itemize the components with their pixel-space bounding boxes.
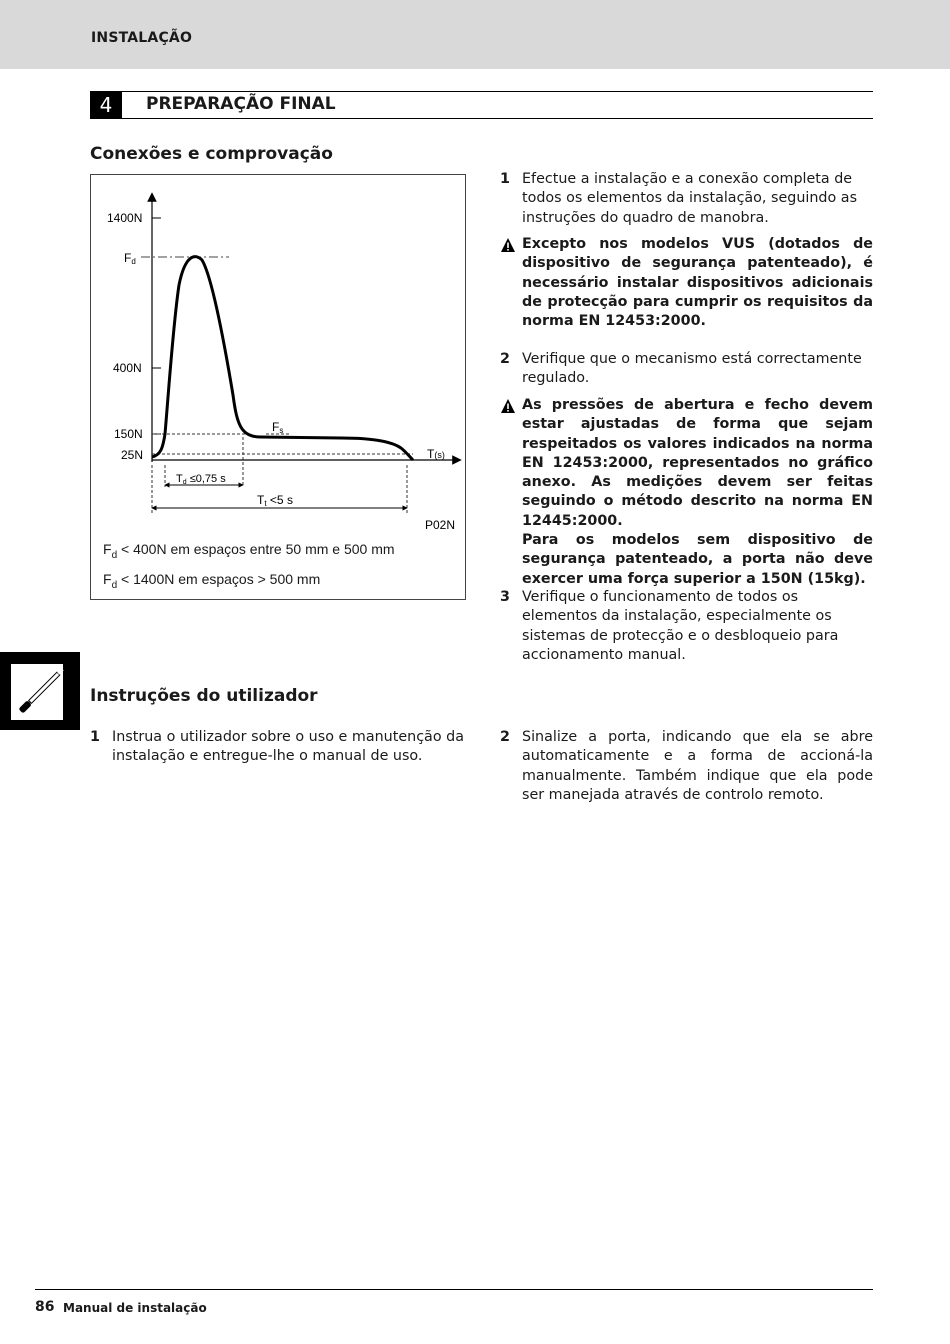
section-heading xyxy=(90,91,873,119)
y-label-400: 400N xyxy=(113,361,142,375)
footer-divider xyxy=(35,1289,873,1290)
y-label-1400: 1400N xyxy=(107,211,143,225)
tt-label: Tt <5 s xyxy=(257,493,293,508)
figure-note-1: $F_d < 400N$ em espaços entre 50 mm e 500 mm xyxy=(103,541,395,561)
warning-icon xyxy=(500,237,516,253)
y-label-25: 25N xyxy=(121,448,144,462)
time-axis-label: T(s) xyxy=(427,447,445,461)
footer-title: Manual de instalação xyxy=(63,1301,207,1315)
figure-code: P02N xyxy=(425,518,456,532)
fs-label: Fs xyxy=(272,420,284,435)
section-title: PREPARAÇÃO FINAL xyxy=(146,94,336,114)
user-section-tab xyxy=(0,652,80,730)
connections-heading: Conexões e comprovação xyxy=(90,144,333,164)
user-heading: Instruções do utilizador xyxy=(90,686,318,706)
force-time-figure xyxy=(90,174,466,600)
y-label-fd: Fd xyxy=(124,251,136,266)
section-number: 4 xyxy=(90,92,122,118)
warning-icon xyxy=(500,398,516,414)
y-label-150: 150N xyxy=(114,427,143,441)
header-label: INSTALAÇÃO xyxy=(91,30,193,46)
page-number: 86 xyxy=(35,1299,55,1315)
force-time-diagram xyxy=(91,175,465,599)
td-label: Td ≤0,75 s xyxy=(176,473,226,486)
screwdriver-icon xyxy=(0,652,80,730)
figure-note-2: $F_d < 1400N$ em espaços > 500 mm xyxy=(103,571,321,591)
